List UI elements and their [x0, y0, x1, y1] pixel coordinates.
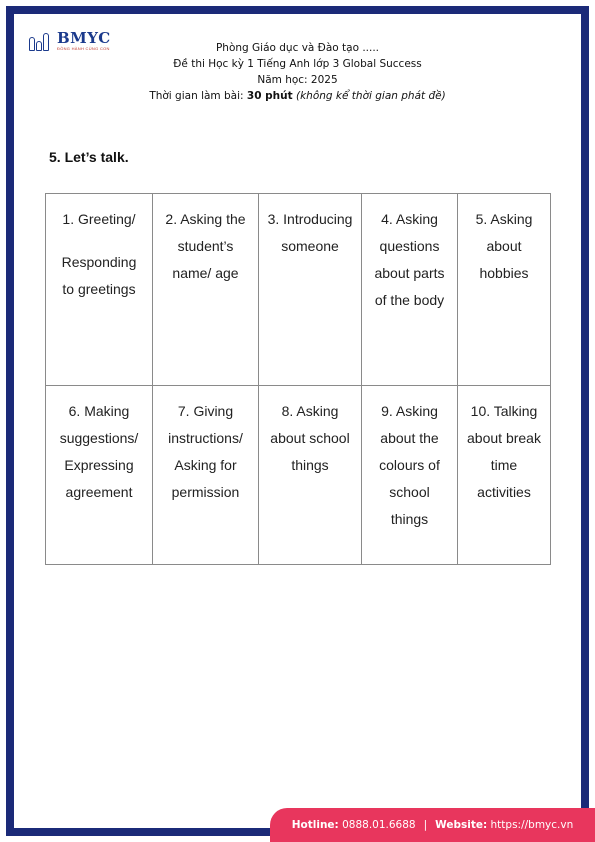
topic-cell — [153, 386, 259, 565]
topic-line: 1. Greeting/ — [62, 211, 136, 227]
topic-cell — [153, 194, 259, 386]
hotline-number[interactable]: 0888.01.6688 — [342, 819, 416, 831]
topic-line: 9. Asking — [381, 403, 438, 419]
topic-line: 10. Talking — [470, 403, 538, 419]
table-row — [46, 194, 551, 386]
topic-line: questions — [379, 238, 440, 254]
logo-title: BMYC — [57, 29, 111, 47]
topic-line: agreement — [65, 484, 133, 500]
topic-cell — [259, 194, 362, 386]
talk-topics-table — [45, 193, 551, 565]
topic-line: name/ age — [172, 265, 239, 281]
exam-title: Đề thi Học kỳ 1 Tiếng Anh lớp 3 Global Success — [173, 58, 422, 70]
topic-line: Asking for — [174, 457, 237, 473]
topic-line: time — [490, 457, 518, 473]
topic-cell — [46, 194, 153, 386]
website-label: Website: — [435, 819, 488, 831]
topic-line: Expressing — [64, 457, 134, 473]
topic-line: 8. Asking — [281, 403, 339, 419]
time-line: Thời gian làm bài: 30 phút (không kể thời gian phát đề) — [149, 90, 446, 102]
topic-line: 6. Making — [68, 403, 130, 419]
topic-line: about school — [270, 430, 350, 446]
footer-separator: | — [423, 819, 428, 831]
topic-cell — [458, 386, 551, 565]
topic-line: 3. Introducing — [267, 211, 353, 227]
topic-cell — [259, 386, 362, 565]
topic-line: permission — [171, 484, 240, 500]
topic-line: 7. Giving — [177, 403, 234, 419]
department-line: Phòng Giáo dục và Đào tạo ..... — [215, 42, 380, 54]
topic-line: about parts — [374, 265, 445, 281]
topic-line: of the body — [374, 292, 445, 308]
topic-line: suggestions/ — [59, 430, 139, 446]
topic-line: about break — [467, 430, 541, 446]
topic-line: Responding — [61, 254, 137, 270]
topic-line: someone — [281, 238, 339, 254]
topic-cell — [362, 386, 458, 565]
topic-line: colours of — [379, 457, 440, 473]
topic-line: 4. Asking — [381, 211, 438, 227]
topic-line: student’s — [177, 238, 234, 254]
table-row — [46, 386, 551, 565]
topic-line: instructions/ — [168, 430, 243, 446]
topic-line: to greetings — [62, 281, 136, 297]
topic-cell — [46, 386, 153, 565]
topic-line: things — [291, 457, 329, 473]
logo-subtitle: ĐỒNG HÀNH CÙNG CON — [57, 46, 110, 51]
cell-gap — [49, 233, 149, 249]
topic-line: about the — [380, 430, 439, 446]
topic-line: 5. Asking — [475, 211, 533, 227]
school-year: Năm học: 2025 — [257, 74, 338, 86]
website-link[interactable]: https://bmyc.vn — [490, 819, 574, 831]
section-title: 5. Let’s talk. — [49, 149, 129, 165]
exam-header — [0, 40, 595, 104]
topic-line: activities — [477, 484, 531, 500]
topic-cell — [458, 194, 551, 386]
hotline-label: Hotline: — [291, 819, 339, 831]
topic-cell — [362, 194, 458, 386]
topic-line: school — [389, 484, 430, 500]
contact-footer — [270, 808, 595, 842]
topic-line: 2. Asking the — [165, 211, 246, 227]
topic-line: hobbies — [479, 265, 529, 281]
topic-line: about — [486, 238, 522, 254]
topic-line: things — [390, 511, 429, 527]
